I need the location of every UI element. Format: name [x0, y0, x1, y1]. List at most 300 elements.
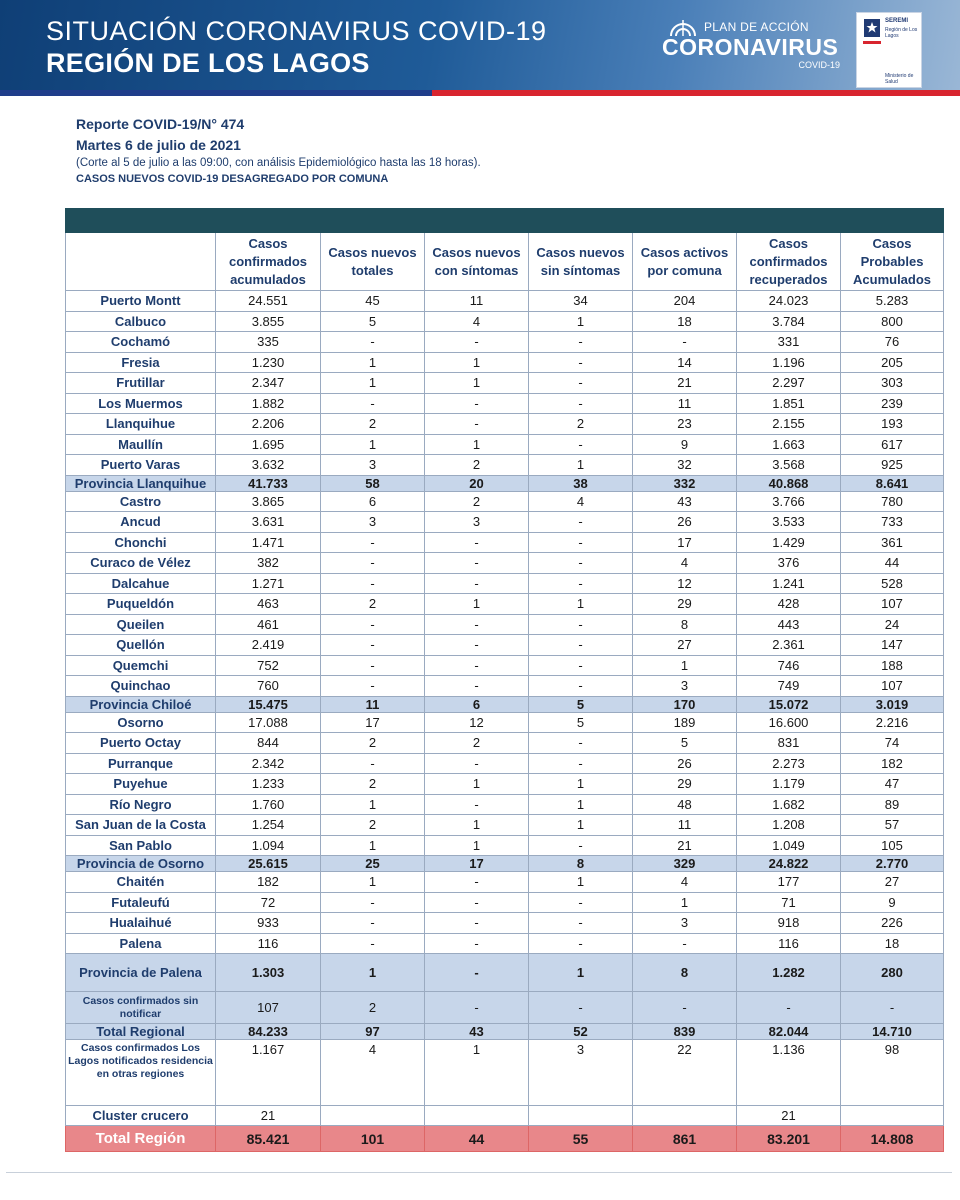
value-cell: 21: [633, 835, 737, 856]
header-cell-confirmados: Casos confirmados acumulados: [216, 233, 321, 291]
value-cell: 27: [841, 872, 944, 893]
value-cell: 105: [841, 835, 944, 856]
value-cell: 3.855: [216, 311, 321, 332]
table-row: [66, 774, 944, 795]
value-cell: 43: [425, 1024, 529, 1040]
value-cell: -: [425, 393, 529, 414]
value-cell: -: [529, 532, 633, 553]
value-cell: 98: [841, 1040, 944, 1106]
row-name-cell: Puerto Octay: [66, 733, 216, 754]
value-cell: 1.230: [216, 352, 321, 373]
value-cell: 116: [737, 933, 841, 954]
value-cell: 844: [216, 733, 321, 754]
row-name-cell: Hualaihué: [66, 913, 216, 934]
value-cell: 182: [216, 872, 321, 893]
table-row: [66, 475, 944, 491]
table-row: [66, 553, 944, 574]
table-row: [66, 933, 944, 954]
row-name-cell: Quellón: [66, 635, 216, 656]
value-cell: 3: [529, 1040, 633, 1106]
value-cell: 3.533: [737, 512, 841, 533]
value-cell: 1: [633, 892, 737, 913]
value-cell: -: [425, 954, 529, 992]
value-cell: 14: [633, 352, 737, 373]
value-cell: 1.851: [737, 393, 841, 414]
value-cell: 1: [529, 872, 633, 893]
value-cell: 1: [321, 872, 425, 893]
value-cell: 1: [425, 434, 529, 455]
value-cell: -: [321, 553, 425, 574]
value-cell: 11: [633, 393, 737, 414]
value-cell: 29: [633, 594, 737, 615]
value-cell: 1: [425, 373, 529, 394]
value-cell: 1.233: [216, 774, 321, 795]
row-name-cell: Futaleufú: [66, 892, 216, 913]
row-name-cell: Puerto Montt: [66, 291, 216, 312]
value-cell: 1.429: [737, 532, 841, 553]
value-cell: -: [321, 532, 425, 553]
row-name-cell: Cluster crucero: [66, 1106, 216, 1126]
table-row: [66, 512, 944, 533]
value-cell: 2.770: [841, 856, 944, 872]
value-cell: 280: [841, 954, 944, 992]
covid-cases-table: [65, 208, 944, 1152]
row-name-cell: Chonchi: [66, 532, 216, 553]
value-cell: 205: [841, 352, 944, 373]
value-cell: 17: [321, 712, 425, 733]
value-cell: 58: [321, 475, 425, 491]
value-cell: 107: [841, 594, 944, 615]
value-cell: 26: [633, 753, 737, 774]
value-cell: 335: [216, 332, 321, 353]
row-name-cell: Llanquihue: [66, 414, 216, 435]
value-cell: -: [425, 892, 529, 913]
value-cell: 1.254: [216, 815, 321, 836]
table-row: [66, 655, 944, 676]
value-cell: 226: [841, 913, 944, 934]
row-name-cell: Casos confirmados Los Lagos notificados residencia en otras regiones: [66, 1040, 216, 1106]
table-body: [66, 291, 944, 1152]
value-cell: 24: [841, 614, 944, 635]
value-cell: -: [425, 614, 529, 635]
value-cell: 2.216: [841, 712, 944, 733]
table-row: [66, 872, 944, 893]
value-cell: 3.631: [216, 512, 321, 533]
value-cell: 2: [425, 733, 529, 754]
value-cell: -: [321, 655, 425, 676]
chile-coat-of-arms-icon: [863, 18, 881, 38]
row-name-cell: Queilen: [66, 614, 216, 635]
value-cell: 1: [529, 794, 633, 815]
value-cell: 6: [425, 696, 529, 712]
value-cell: 82.044: [737, 1024, 841, 1040]
value-cell: 29: [633, 774, 737, 795]
value-cell: -: [529, 835, 633, 856]
value-cell: 1: [425, 774, 529, 795]
value-cell: 376: [737, 553, 841, 574]
value-cell: 2: [529, 414, 633, 435]
table-row: [66, 573, 944, 594]
row-name-cell: Puyehue: [66, 774, 216, 795]
value-cell: 5: [633, 733, 737, 754]
value-cell: 189: [633, 712, 737, 733]
value-cell: 3.784: [737, 311, 841, 332]
value-cell: -: [529, 655, 633, 676]
value-cell: 5: [321, 311, 425, 332]
value-cell: 933: [216, 913, 321, 934]
value-cell: 1.695: [216, 434, 321, 455]
value-cell: 1: [425, 835, 529, 856]
value-cell: 1.179: [737, 774, 841, 795]
value-cell: 24.551: [216, 291, 321, 312]
value-cell: 20: [425, 475, 529, 491]
table-row: [66, 815, 944, 836]
value-cell: 1.271: [216, 573, 321, 594]
value-cell: -: [321, 892, 425, 913]
value-cell: -: [425, 794, 529, 815]
row-name-cell: Calbuco: [66, 311, 216, 332]
table-row: [66, 794, 944, 815]
value-cell: 38: [529, 475, 633, 491]
value-cell: 2: [321, 815, 425, 836]
header-cell-probables: Casos Probables Acumulados: [841, 233, 944, 291]
value-cell: 170: [633, 696, 737, 712]
value-cell: 1: [321, 835, 425, 856]
table-top-bar: [66, 209, 944, 233]
table-row: [66, 676, 944, 697]
value-cell: -: [425, 573, 529, 594]
seremi-region: Región de Los Lagos: [885, 27, 918, 39]
row-name-cell: Cochamó: [66, 332, 216, 353]
value-cell: -: [425, 913, 529, 934]
row-name-cell: Provincia de Palena: [66, 954, 216, 992]
row-name-cell: Quemchi: [66, 655, 216, 676]
value-cell: 15.475: [216, 696, 321, 712]
table-row: [66, 311, 944, 332]
value-cell: 16.600: [737, 712, 841, 733]
value-cell: 239: [841, 393, 944, 414]
row-name-cell: Total Regional: [66, 1024, 216, 1040]
value-cell: -: [425, 414, 529, 435]
table-row: [66, 712, 944, 733]
value-cell: 5: [529, 712, 633, 733]
value-cell: 303: [841, 373, 944, 394]
row-name-cell: Provincia Chiloé: [66, 696, 216, 712]
value-cell: 21: [216, 1106, 321, 1126]
value-cell: 11: [425, 291, 529, 312]
value-cell: 45: [321, 291, 425, 312]
value-cell: 47: [841, 774, 944, 795]
value-cell: 1: [529, 455, 633, 476]
table-row: [66, 892, 944, 913]
value-cell: 461: [216, 614, 321, 635]
value-cell: 2: [321, 594, 425, 615]
value-cell: 15.072: [737, 696, 841, 712]
value-cell: 12: [425, 712, 529, 733]
value-cell: 2.206: [216, 414, 321, 435]
value-cell: 17.088: [216, 712, 321, 733]
value-cell: 3.632: [216, 455, 321, 476]
value-cell: 3: [633, 676, 737, 697]
value-cell: [529, 1106, 633, 1126]
value-cell: 3: [425, 512, 529, 533]
report-cut-note: (Corte al 5 de julio a las 09:00, con análisis Epidemiológico hasta las 18 horas).: [76, 157, 481, 169]
value-cell: 8: [633, 614, 737, 635]
value-cell: -: [633, 332, 737, 353]
value-cell: 44: [841, 553, 944, 574]
value-cell: -: [321, 332, 425, 353]
value-cell: -: [425, 532, 529, 553]
value-cell: 4: [529, 491, 633, 512]
row-name-cell: Ancud: [66, 512, 216, 533]
value-cell: -: [321, 614, 425, 635]
value-cell: 9: [841, 892, 944, 913]
value-cell: 3.568: [737, 455, 841, 476]
value-cell: 182: [841, 753, 944, 774]
value-cell: 48: [633, 794, 737, 815]
value-cell: 6: [321, 491, 425, 512]
value-cell: 57: [841, 815, 944, 836]
table-row: [66, 992, 944, 1024]
row-name-cell: Río Negro: [66, 794, 216, 815]
value-cell: -: [529, 614, 633, 635]
value-cell: 2.347: [216, 373, 321, 394]
value-cell: 22: [633, 1040, 737, 1106]
value-cell: 2.419: [216, 635, 321, 656]
value-cell: -: [529, 892, 633, 913]
value-cell: 14.808: [841, 1126, 944, 1152]
plan-label: PLAN DE ACCIÓN: [704, 20, 809, 34]
header-title-line1: SITUACIÓN CORONAVIRUS COVID-19: [46, 16, 547, 46]
value-cell: -: [321, 676, 425, 697]
value-cell: [633, 1106, 737, 1126]
value-cell: -: [425, 872, 529, 893]
value-cell: 107: [216, 992, 321, 1024]
value-cell: 361: [841, 532, 944, 553]
table-header-row: [66, 233, 944, 291]
value-cell: 177: [737, 872, 841, 893]
row-name-cell: Osorno: [66, 712, 216, 733]
value-cell: 1: [425, 815, 529, 836]
value-cell: 2: [321, 733, 425, 754]
value-cell: 3: [321, 455, 425, 476]
table-row: [66, 635, 944, 656]
value-cell: -: [529, 733, 633, 754]
table-row: [66, 393, 944, 414]
header-cell-sin-sintomas: Casos nuevos sin síntomas: [529, 233, 633, 291]
value-cell: 74: [841, 733, 944, 754]
seremi-red-bar: [863, 41, 881, 44]
value-cell: 4: [633, 553, 737, 574]
value-cell: 2: [321, 414, 425, 435]
table-row: [66, 696, 944, 712]
row-name-cell: San Juan de la Costa: [66, 815, 216, 836]
row-name-cell: Puerto Varas: [66, 455, 216, 476]
value-cell: -: [425, 553, 529, 574]
value-cell: 733: [841, 512, 944, 533]
value-cell: 839: [633, 1024, 737, 1040]
header-cell-name: [66, 233, 216, 291]
value-cell: 1.760: [216, 794, 321, 815]
value-cell: 1: [321, 352, 425, 373]
value-cell: 18: [841, 933, 944, 954]
value-cell: -: [425, 676, 529, 697]
value-cell: 1.208: [737, 815, 841, 836]
value-cell: -: [425, 992, 529, 1024]
value-cell: -: [529, 393, 633, 414]
row-name-cell: Total Región: [66, 1126, 216, 1152]
value-cell: 3.865: [216, 491, 321, 512]
value-cell: [321, 1106, 425, 1126]
value-cell: 3: [321, 512, 425, 533]
value-cell: 800: [841, 311, 944, 332]
value-cell: 32: [633, 455, 737, 476]
value-cell: -: [529, 434, 633, 455]
row-name-cell: Provincia de Osorno: [66, 856, 216, 872]
table-row: [66, 594, 944, 615]
row-name-cell: Fresia: [66, 352, 216, 373]
value-cell: 4: [321, 1040, 425, 1106]
value-cell: 332: [633, 475, 737, 491]
value-cell: 2: [425, 491, 529, 512]
value-cell: 40.868: [737, 475, 841, 491]
value-cell: -: [321, 393, 425, 414]
value-cell: 44: [425, 1126, 529, 1152]
value-cell: 101: [321, 1126, 425, 1152]
value-cell: 382: [216, 553, 321, 574]
value-cell: 24.822: [737, 856, 841, 872]
value-cell: -: [529, 332, 633, 353]
value-cell: 204: [633, 291, 737, 312]
table-row: [66, 352, 944, 373]
row-name-cell: Dalcahue: [66, 573, 216, 594]
value-cell: 1: [425, 1040, 529, 1106]
value-cell: -: [425, 332, 529, 353]
value-cell: 21: [737, 1106, 841, 1126]
plan-de-accion-logo: [662, 14, 842, 74]
value-cell: 329: [633, 856, 737, 872]
value-cell: -: [529, 753, 633, 774]
value-cell: -: [529, 676, 633, 697]
value-cell: 1: [529, 815, 633, 836]
table-row: [66, 491, 944, 512]
table-row: [66, 1106, 944, 1126]
row-name-cell: Puqueldón: [66, 594, 216, 615]
table-row: [66, 733, 944, 754]
value-cell: 528: [841, 573, 944, 594]
value-cell: -: [529, 635, 633, 656]
value-cell: 34: [529, 291, 633, 312]
value-cell: 752: [216, 655, 321, 676]
value-cell: 2: [321, 992, 425, 1024]
value-cell: 71: [737, 892, 841, 913]
value-cell: 831: [737, 733, 841, 754]
header-cell-con-sintomas: Casos nuevos con síntomas: [425, 233, 529, 291]
value-cell: 2.361: [737, 635, 841, 656]
header-cell-nuevos-totales: Casos nuevos totales: [321, 233, 425, 291]
row-name-cell: Chaitén: [66, 872, 216, 893]
header-cell-recuperados: Casos confirmados recuperados: [737, 233, 841, 291]
header-cell-activos: Casos activos por comuna: [633, 233, 737, 291]
value-cell: 463: [216, 594, 321, 615]
value-cell: 17: [633, 532, 737, 553]
value-cell: 746: [737, 655, 841, 676]
value-cell: 2: [321, 774, 425, 795]
value-cell: 1: [529, 774, 633, 795]
value-cell: -: [633, 992, 737, 1024]
value-cell: [841, 1106, 944, 1126]
table-row: [66, 835, 944, 856]
value-cell: 193: [841, 414, 944, 435]
value-cell: 3: [633, 913, 737, 934]
plan-main-label: CORONAVIRUS: [662, 34, 839, 60]
value-cell: -: [321, 635, 425, 656]
value-cell: -: [737, 992, 841, 1024]
value-cell: 2.342: [216, 753, 321, 774]
value-cell: 188: [841, 655, 944, 676]
value-cell: 1.136: [737, 1040, 841, 1106]
row-name-cell: Castro: [66, 491, 216, 512]
value-cell: 1.167: [216, 1040, 321, 1106]
value-cell: -: [529, 352, 633, 373]
value-cell: 749: [737, 676, 841, 697]
value-cell: 8.641: [841, 475, 944, 491]
value-cell: 2.273: [737, 753, 841, 774]
value-cell: -: [321, 913, 425, 934]
value-cell: -: [321, 753, 425, 774]
value-cell: 2.297: [737, 373, 841, 394]
value-cell: 428: [737, 594, 841, 615]
value-cell: -: [633, 933, 737, 954]
value-cell: 5: [529, 696, 633, 712]
value-cell: 23: [633, 414, 737, 435]
value-cell: 1.663: [737, 434, 841, 455]
row-name-cell: Quinchao: [66, 676, 216, 697]
value-cell: 8: [633, 954, 737, 992]
plan-sub-label: COVID-19: [798, 60, 840, 70]
value-cell: 116: [216, 933, 321, 954]
row-name-cell: Maullín: [66, 434, 216, 455]
seremi-logo: [856, 12, 922, 88]
table-row: [66, 373, 944, 394]
bottom-divider: [6, 1172, 952, 1173]
value-cell: 1: [321, 434, 425, 455]
table-row: [66, 1040, 944, 1106]
value-cell: 2.155: [737, 414, 841, 435]
banner-stripe: [0, 90, 960, 96]
value-cell: 1.094: [216, 835, 321, 856]
value-cell: 52: [529, 1024, 633, 1040]
value-cell: 17: [425, 856, 529, 872]
table-row: [66, 414, 944, 435]
row-name-cell: Purranque: [66, 753, 216, 774]
seremi-label: SEREMI: [885, 18, 909, 24]
value-cell: 780: [841, 491, 944, 512]
value-cell: 1.241: [737, 573, 841, 594]
table-row: [66, 856, 944, 872]
table-row: [66, 913, 944, 934]
value-cell: 1: [529, 311, 633, 332]
value-cell: 24.023: [737, 291, 841, 312]
table-row: [66, 753, 944, 774]
value-cell: 3.766: [737, 491, 841, 512]
value-cell: 26: [633, 512, 737, 533]
value-cell: 5.283: [841, 291, 944, 312]
value-cell: 1: [321, 954, 425, 992]
table-row: [66, 532, 944, 553]
value-cell: 85.421: [216, 1126, 321, 1152]
table-row: [66, 1126, 944, 1152]
